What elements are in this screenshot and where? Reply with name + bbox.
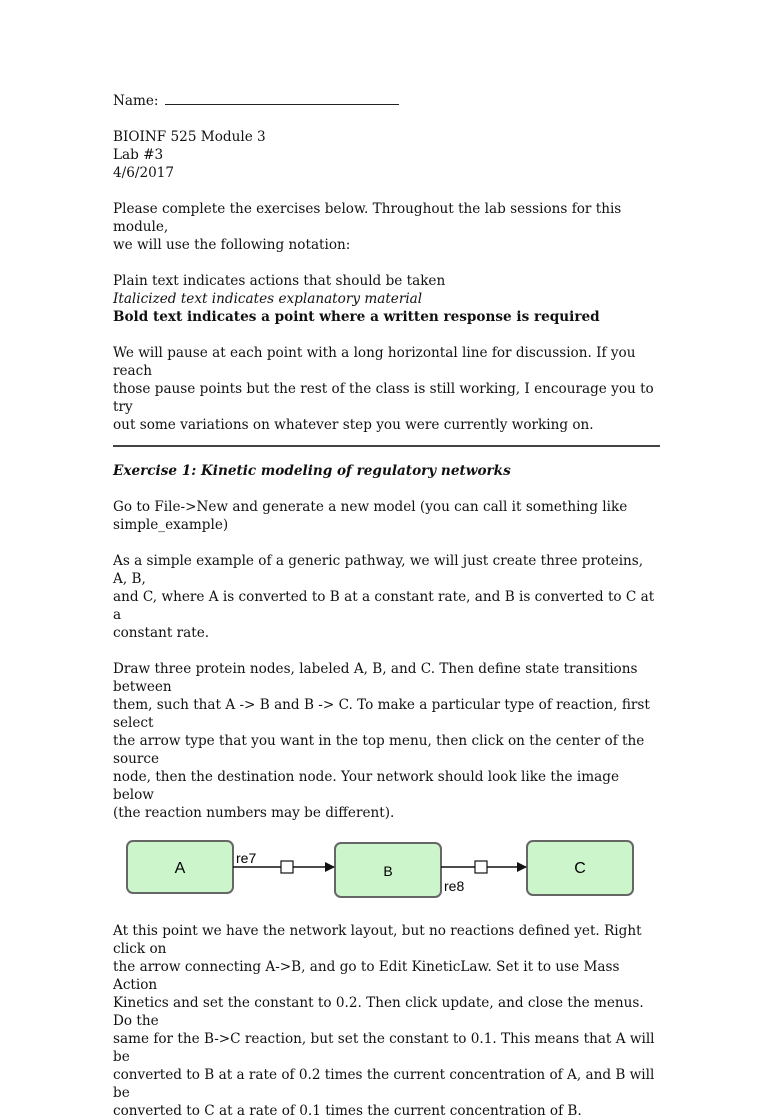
protein-node-a-label: A [174, 860, 186, 877]
step4-text-4: same for the B->C reaction, but set the constant to 0.1. This means that A will be [113, 1031, 655, 1065]
network-diagram [123, 836, 639, 904]
reaction-b-c-label: re8 [444, 878, 465, 894]
protein-node-b-label: B [383, 863, 393, 879]
network-diagram-svg [123, 836, 639, 904]
name-blank[interactable] [165, 92, 399, 105]
pause-text-1: We will pause at each point with a long horizontal line for discussion. If you reach [113, 345, 636, 379]
pause-text-2: those pause points but the rest of the class is still working, I encourage you to try [113, 381, 654, 415]
name-label: Name: [113, 93, 159, 109]
discussion-divider [113, 445, 660, 447]
step1-text-1: Go to File->New and generate a new model (you can call it something like [113, 499, 628, 515]
reaction-a-b-label: re7 [236, 850, 257, 866]
intro-text-1: Please complete the exercises below. Throughout the lab sessions for this module, [113, 201, 622, 235]
step4-text-6: converted to C at a rate of 0.1 times the current concentration of B. [113, 1103, 582, 1119]
document-page [113, 92, 658, 1120]
notation-italic: Italicized text indicates explanatory material [113, 291, 423, 307]
protein-node-c-label: C [574, 860, 586, 877]
notation-plain: Plain text indicates actions that should be taken [113, 273, 446, 289]
step3-text-4: node, then the destination node. Your network should look like the image below [113, 769, 620, 803]
reaction-b-c-node [475, 861, 487, 873]
step4-text-5: converted to B at a rate of 0.2 times the current concentration of A, and B will be [113, 1067, 655, 1101]
step3-text-1: Draw three protein nodes, labeled A, B, and C. Then define state transitions between [113, 661, 638, 695]
step1-text-2: simple_example) [113, 517, 229, 533]
reaction-a-b-node [281, 861, 293, 873]
pause-text-3: out some variations on whatever step you were currently working on. [113, 417, 594, 433]
step4-text-3: Kinetics and set the constant to 0.2. Then click update, and close the menus. Do the [113, 995, 644, 1029]
lab-date: 4/6/2017 [113, 165, 175, 181]
notation-bold: Bold text indicates a point where a written response is required [113, 309, 600, 325]
step3-text-5: (the reaction numbers may be different). [113, 805, 395, 821]
course-title: BIOINF 525 Module 3 [113, 129, 266, 145]
step2-text-2: and C, where A is converted to B at a constant rate, and B is converted to C at a [113, 589, 655, 623]
step4-text-2: the arrow connecting A->B, and go to Edit KineticLaw. Set it to use Mass Action [113, 959, 620, 993]
step4-text-1: At this point we have the network layout, but no reactions defined yet. Right click on [113, 923, 642, 957]
step3-text-2: them, such that A -> B and B -> C. To make a particular type of reaction, first select [113, 697, 650, 731]
step2-text-1: As a simple example of a generic pathway, we will just create three proteins, A, B, [113, 553, 644, 587]
exercise-1-heading: Exercise 1: Kinetic modeling of regulatory networks [113, 463, 511, 479]
lab-number: Lab #3 [113, 147, 164, 163]
name-field-line [113, 92, 658, 110]
step3-text-3: the arrow type that you want in the top menu, then click on the center of the source [113, 733, 645, 767]
intro-text-2: we will use the following notation: [113, 237, 351, 253]
step2-text-3: constant rate. [113, 625, 210, 641]
